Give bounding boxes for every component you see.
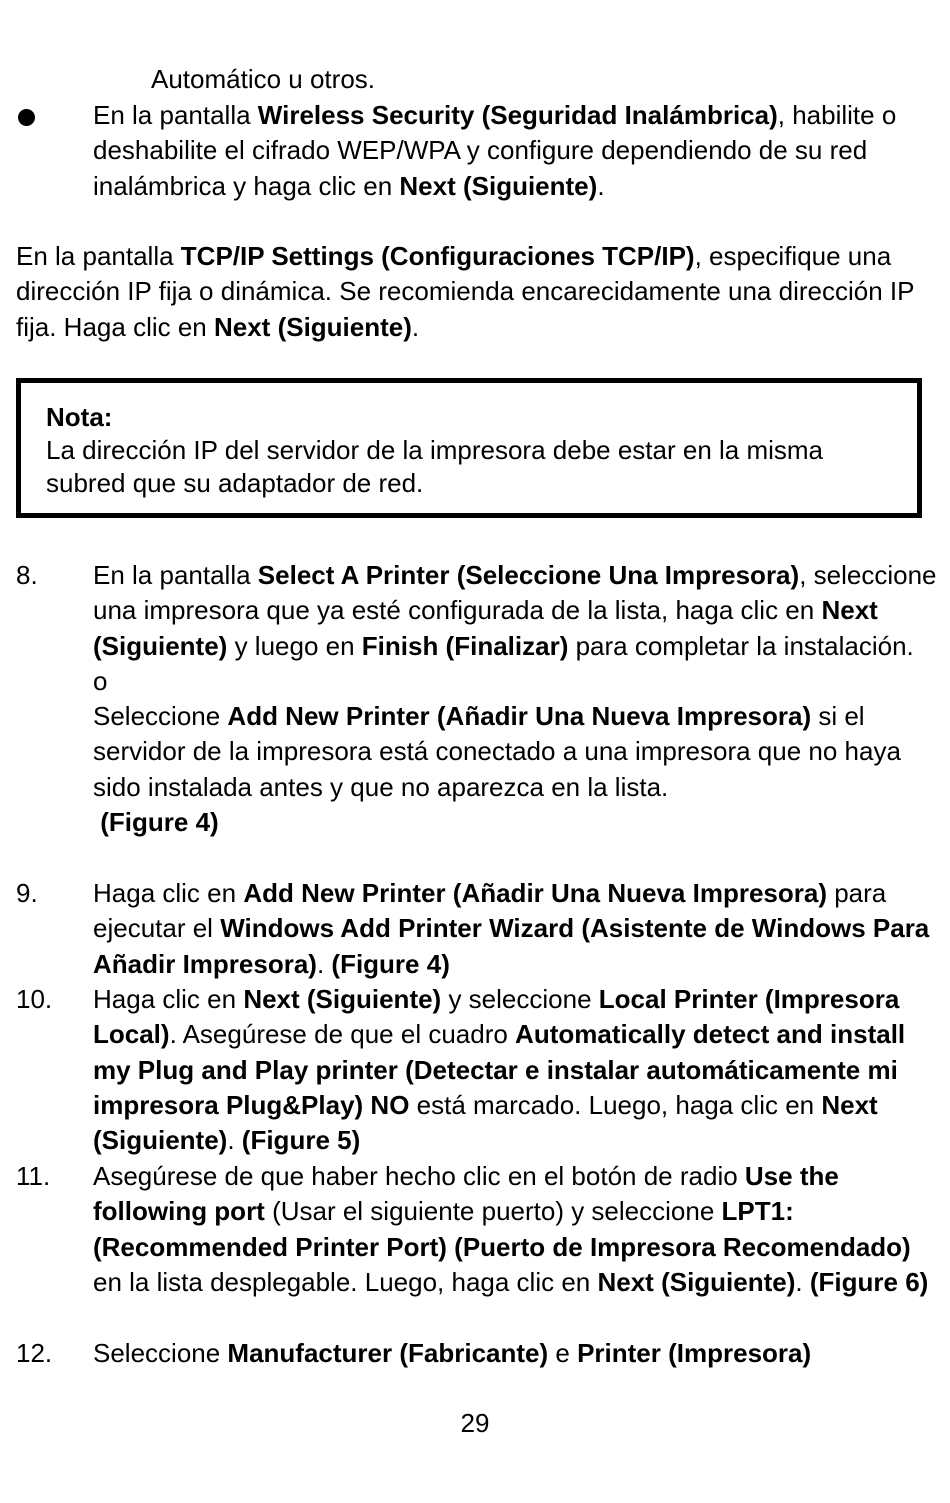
paragraph-text: En la pantalla (16, 241, 181, 271)
paragraph-bold: TCP/IP Settings (Configuraciones TCP/IP) (180, 241, 695, 271)
step-number: 10. (16, 984, 53, 1014)
step-bold: Automatically detect and install my Plug and Play printer (Detectar e instalar automáticamente mi impresora Plug&Play) NO (93, 1019, 906, 1120)
step-text: . (227, 1125, 242, 1156)
step-bold: Local Printer (Impresora Local) (93, 984, 900, 1050)
step-bold: Printer (Impresora) (577, 1338, 812, 1368)
step-number: 8. (16, 560, 38, 590)
step-text: En la pantalla (93, 560, 258, 590)
step-text: Haga clic en (93, 878, 244, 908)
step-text: Seleccione (93, 1338, 228, 1368)
step-text: Asegúrese de que haber hecho clic en el botón de radio (93, 1161, 745, 1191)
step-number: 12. (16, 1338, 53, 1368)
note-title: Nota: (46, 402, 113, 432)
step-text: . (316, 948, 332, 979)
step-number: 9. (16, 878, 38, 908)
step-bold: Select A Printer (Seleccione Una Impresora) (257, 560, 800, 590)
step-11 (93, 1159, 938, 1300)
figure-reference: (Figure 6) (809, 1266, 929, 1297)
step-text: si el servidor de la impresora está conectado a una impresora que no haya sido instalada antes y que no aparezca en la lista. (93, 701, 901, 802)
step-text: para completar la instalación. (568, 630, 914, 661)
step-text: . (795, 1266, 810, 1297)
intro-line: Automático u otros. (151, 64, 375, 94)
step-bold: Add New Printer (Añadir Una Nueva Impresora) (227, 701, 812, 732)
step-text: para ejecutar el (93, 878, 887, 944)
bullet-text: En la pantalla (93, 100, 258, 130)
note-text: La dirección IP del servidor de la impresora debe estar en la misma subred que su adaptador de red. (46, 435, 824, 498)
bullet-icon (18, 109, 35, 126)
paragraph-text: . (411, 311, 420, 342)
step-text: y seleccione (441, 984, 599, 1014)
step-bold: Finish (Finalizar) (361, 630, 569, 661)
paragraph-bold: Next (Siguiente) (213, 311, 412, 342)
step-bold: Add New Printer (Añadir Una Nueva Impresora) (243, 878, 827, 908)
step-text: y luego en (227, 630, 362, 661)
paragraph-text: , especifique una dirección IP fija o dinámica. Se recomienda encarecidamente una dirección IP fija. Haga clic en (16, 241, 914, 342)
bullet-text: . (597, 170, 605, 201)
figure-reference: (Figure 5) (241, 1125, 361, 1156)
step-text: Haga clic en (93, 984, 244, 1014)
figure-reference: (Figure 4) (331, 948, 450, 979)
step-text: Seleccione (93, 701, 228, 732)
step-text: e (548, 1338, 578, 1368)
bullet-bold: Wireless Security (Seguridad Inalámbrica) (257, 100, 778, 130)
step-8 (93, 558, 938, 840)
step-text: en la lista desplegable. Luego, haga clic en (93, 1266, 598, 1297)
bullet-text: , habilite o deshabilite el cifrado WEP/WPA y configure dependiendo de su red inalámbrica y haga clic en (93, 100, 897, 201)
step-bold: Windows Add Printer Wizard (Asistente de Windows Para Añadir Impresora) (93, 913, 930, 979)
step-or: o (93, 665, 108, 696)
step-bold: Next (Siguiente) (93, 595, 878, 661)
step-text: (Usar el siguiente puerto) y seleccione (264, 1196, 722, 1227)
note-box (16, 378, 922, 518)
step-bold: Use the following port (93, 1161, 839, 1227)
step-bold: Next (Siguiente) (243, 984, 442, 1014)
bullet-item-wireless (93, 98, 938, 204)
step-12 (93, 1336, 938, 1371)
step-bold: LPT1: (Recommended Printer Port) (Puerto de Impresora Recomendado) (93, 1196, 911, 1262)
bullet-bold: Next (Siguiente) (399, 170, 598, 201)
figure-reference: (Figure 4) (100, 807, 219, 838)
step-number: 11. (16, 1161, 51, 1191)
step-bold: Next (Siguiente) (597, 1266, 796, 1297)
step-bold: Manufacturer (Fabricante) (227, 1338, 549, 1368)
step-10 (93, 982, 938, 1158)
step-9 (93, 876, 938, 982)
tcp-ip-paragraph (16, 239, 941, 345)
step-text: . Asegúrese de que el cuadro (169, 1019, 516, 1050)
step-text: está marcado. Luego, haga clic en (409, 1089, 822, 1120)
page-number: 29 (460, 1408, 490, 1438)
step-bold: Next (Siguiente) (93, 1089, 878, 1156)
step-text: , seleccione una impresora que ya esté configurada de la lista, haga clic en (93, 560, 937, 626)
